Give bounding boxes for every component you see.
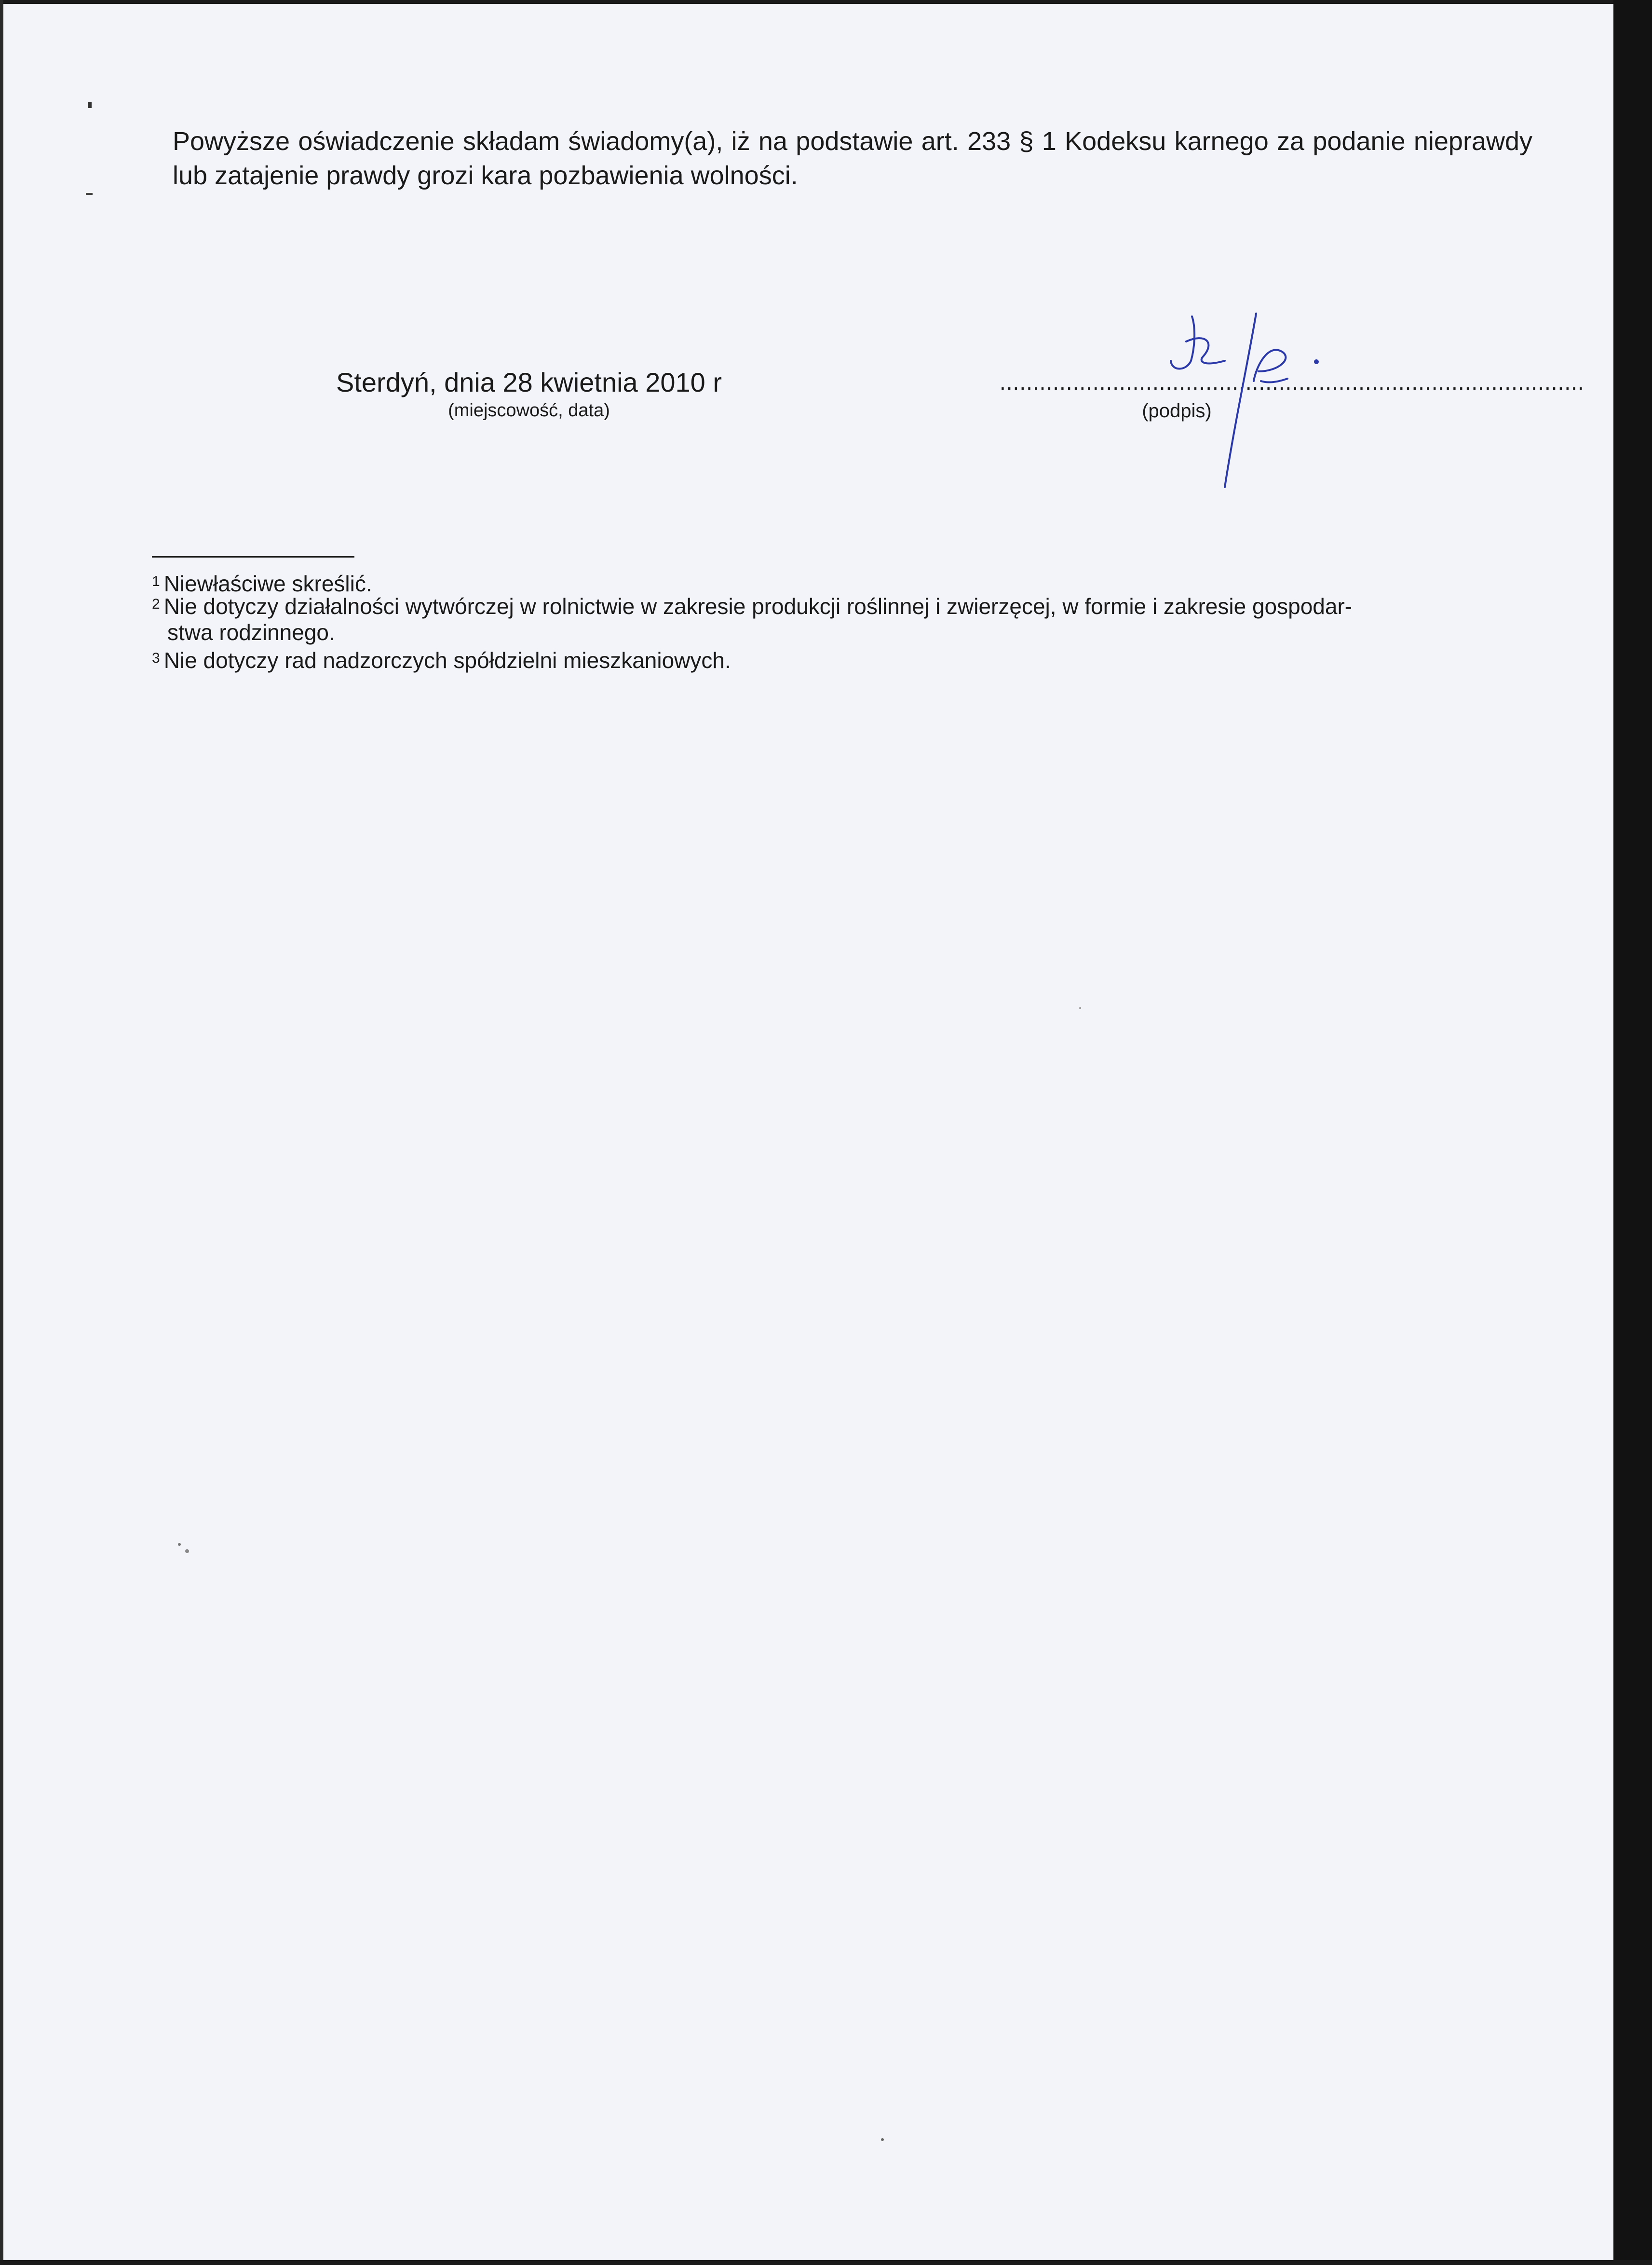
footnote-1-number: 1 (152, 573, 160, 589)
footnote-2-text: Nie dotyczy działalności wytwórczej w rolnictwie w zakresie produkcji roślinnej i zwierzęcej, w formie i zakresie gospodar- (163, 594, 1353, 619)
signature-line: ........................................................................................ (1000, 369, 1584, 395)
signature-caption: (podpis) (1142, 400, 1212, 422)
footnote-1-text: Niewłaściwe skreślić. (163, 571, 372, 596)
place-date: Sterdyń, dnia 28 kwietnia 2010 r (336, 367, 722, 397)
footnote-2 (152, 593, 1502, 645)
handwritten-signature (1157, 299, 1360, 492)
footnote-2-continuation: stwa rodzinnego. (167, 620, 335, 645)
footnote-3 (152, 647, 1502, 673)
footnote-2-number: 2 (152, 596, 160, 612)
place-date-caption: (miejscowość, data) (448, 400, 610, 421)
footnote-separator (152, 556, 354, 558)
footnote-3-number: 3 (152, 650, 160, 666)
statement-paragraph: Powyższe oświadczenie składam świadomy(a), iż na podstawie art. 233 § 1 Kodeksu karnego za podanie nieprawdy lub zatajenie prawdy grozi kara pozbawienia wolności. (173, 127, 1532, 190)
footnote-3-text: Nie dotyczy rad nadzorczych spółdzielni mieszkaniowych. (163, 648, 731, 673)
footnote-1 (152, 571, 1502, 597)
